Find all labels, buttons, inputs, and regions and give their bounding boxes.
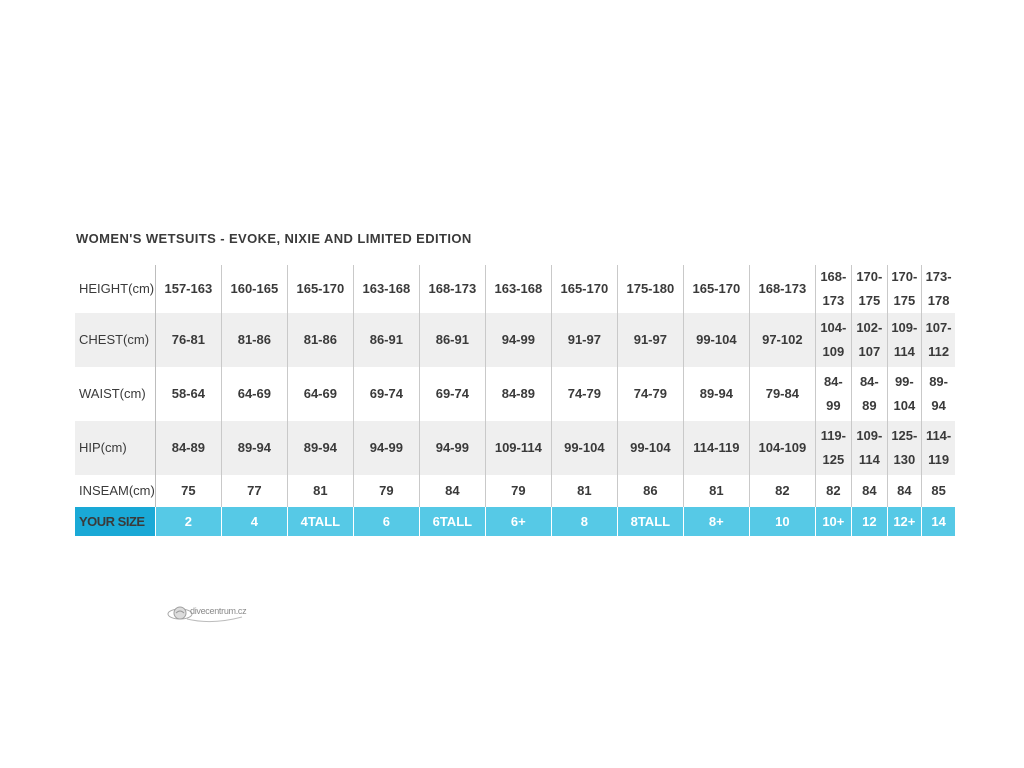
- table-cell: 77: [221, 475, 287, 507]
- table-cell: 58-64: [155, 367, 221, 421]
- table-cell: 157-163: [155, 265, 221, 313]
- cell-line: 94: [931, 398, 946, 413]
- table-cell: 84-89: [155, 421, 221, 475]
- cell-line: 173-: [925, 269, 952, 284]
- table-row-your-size: [75, 507, 955, 536]
- cell-line: 102-: [856, 320, 883, 335]
- table-cell: 89-94: [287, 421, 353, 475]
- table-row-inseam: [75, 475, 955, 507]
- table-cell: [921, 265, 955, 313]
- watermark-logo: [167, 602, 247, 626]
- table-cell: 165-170: [287, 265, 353, 313]
- table-cell: 99-104: [551, 421, 617, 475]
- cell-line: 173: [822, 293, 845, 308]
- table-cell: 84-89: [485, 367, 551, 421]
- table-row-waist: [75, 367, 955, 421]
- table-cell: 81-86: [221, 313, 287, 367]
- table-cell: 81: [551, 475, 617, 507]
- size-cell: 10+: [815, 507, 851, 536]
- size-chart-table: [75, 265, 955, 536]
- table-cell: [815, 421, 851, 475]
- cell-line: 125: [822, 452, 845, 467]
- your-size-label: YOUR SIZE: [75, 507, 155, 536]
- table-cell: [887, 313, 921, 367]
- table-cell: [887, 421, 921, 475]
- table-cell: 75: [155, 475, 221, 507]
- size-cell: 8TALL: [617, 507, 683, 536]
- table-cell: [851, 421, 887, 475]
- table-cell: [921, 313, 955, 367]
- cell-line: 104-: [820, 320, 847, 335]
- cell-line: 84-: [859, 374, 879, 389]
- table-cell: 94-99: [419, 421, 485, 475]
- table-cell: 79-84: [749, 367, 815, 421]
- cell-line: 109-: [891, 320, 918, 335]
- cell-line: 130: [893, 452, 916, 467]
- table-cell: [851, 265, 887, 313]
- table-cell: [815, 265, 851, 313]
- row-label: CHEST(cm): [75, 313, 155, 367]
- table-cell: 91-97: [551, 313, 617, 367]
- table-cell: [815, 313, 851, 367]
- size-cell: 6+: [485, 507, 551, 536]
- cell-line: 175: [858, 293, 881, 308]
- cell-line: 168-: [820, 269, 847, 284]
- row-label: INSEAM(cm): [75, 475, 155, 507]
- table-cell: 86: [617, 475, 683, 507]
- table-cell: 109-114: [485, 421, 551, 475]
- cell-line: 114: [858, 452, 880, 467]
- table-cell: 85: [921, 475, 955, 507]
- table-cell: 114-119: [683, 421, 749, 475]
- table-cell: 74-79: [617, 367, 683, 421]
- cell-line: 109-: [856, 428, 883, 443]
- table-cell: 84: [851, 475, 887, 507]
- table-cell: [887, 265, 921, 313]
- table-cell: 168-173: [419, 265, 485, 313]
- table-cell: 74-79: [551, 367, 617, 421]
- cell-line: 109: [822, 344, 845, 359]
- table-cell: 79: [353, 475, 419, 507]
- watermark-text: divecentrum.cz: [190, 606, 247, 616]
- table-cell: 82: [749, 475, 815, 507]
- row-label: WAIST(cm): [75, 367, 155, 421]
- table-cell: 86-91: [353, 313, 419, 367]
- cell-line: 170-: [856, 269, 883, 284]
- cell-line: 175: [893, 293, 916, 308]
- table-cell: 168-173: [749, 265, 815, 313]
- cell-line: 99: [826, 398, 841, 413]
- size-cell: 10: [749, 507, 815, 536]
- cell-line: 104: [893, 398, 916, 413]
- size-cell: 8+: [683, 507, 749, 536]
- table-cell: 84: [419, 475, 485, 507]
- table-cell: 165-170: [683, 265, 749, 313]
- table-row-hip: [75, 421, 955, 475]
- cell-line: 119: [928, 452, 950, 467]
- cell-line: 89: [862, 398, 877, 413]
- table-cell: [887, 367, 921, 421]
- cell-line: 119-: [820, 428, 846, 443]
- table-cell: 97-102: [749, 313, 815, 367]
- table-cell: 99-104: [617, 421, 683, 475]
- size-cell: 6: [353, 507, 419, 536]
- size-cell: 4: [221, 507, 287, 536]
- table-cell: 163-168: [353, 265, 419, 313]
- table-cell: 89-94: [221, 421, 287, 475]
- table-cell: 64-69: [287, 367, 353, 421]
- size-cell: 12+: [887, 507, 921, 536]
- table-cell: 175-180: [617, 265, 683, 313]
- page-title: WOMEN'S WETSUITS - EVOKE, NIXIE AND LIMITED EDITION: [76, 231, 472, 246]
- cell-line: 114-: [925, 428, 952, 443]
- row-label: HIP(cm): [75, 421, 155, 475]
- table-cell: 99-104: [683, 313, 749, 367]
- table-cell: [921, 367, 955, 421]
- size-cell: 12: [851, 507, 887, 536]
- cell-line: 178: [927, 293, 950, 308]
- size-cell: 8: [551, 507, 617, 536]
- table-cell: [921, 421, 955, 475]
- table-cell: 91-97: [617, 313, 683, 367]
- cell-line: 170-: [891, 269, 918, 284]
- table-cell: 76-81: [155, 313, 221, 367]
- cell-line: 99-: [894, 374, 914, 389]
- table-cell: 69-74: [419, 367, 485, 421]
- size-cell: 14: [921, 507, 955, 536]
- table-cell: 94-99: [485, 313, 551, 367]
- cell-line: 114: [893, 344, 915, 359]
- table-cell: 163-168: [485, 265, 551, 313]
- size-cell: 4TALL: [287, 507, 353, 536]
- cell-line: 84-: [823, 374, 843, 389]
- cell-line: 89-: [929, 374, 948, 389]
- table-cell: 104-109: [749, 421, 815, 475]
- table-row-chest: [75, 313, 955, 367]
- cell-line: 112: [928, 344, 950, 359]
- table-cell: 82: [815, 475, 851, 507]
- table-cell: 81: [287, 475, 353, 507]
- table-cell: 86-91: [419, 313, 485, 367]
- cell-line: 125-: [891, 428, 918, 443]
- table-cell: 89-94: [683, 367, 749, 421]
- table-cell: [851, 313, 887, 367]
- table-cell: 81-86: [287, 313, 353, 367]
- table-row-height: [75, 265, 955, 313]
- table-cell: 84: [887, 475, 921, 507]
- table-cell: 160-165: [221, 265, 287, 313]
- cell-line: 107-: [925, 320, 952, 335]
- table-cell: 94-99: [353, 421, 419, 475]
- table-cell: 165-170: [551, 265, 617, 313]
- row-label: HEIGHT(cm): [75, 265, 155, 313]
- table-cell: 79: [485, 475, 551, 507]
- table-cell: 81: [683, 475, 749, 507]
- table-cell: 64-69: [221, 367, 287, 421]
- cell-line: 107: [858, 344, 881, 359]
- size-cell: 2: [155, 507, 221, 536]
- table-cell: [815, 367, 851, 421]
- table-cell: [851, 367, 887, 421]
- table-cell: 69-74: [353, 367, 419, 421]
- size-cell: 6TALL: [419, 507, 485, 536]
